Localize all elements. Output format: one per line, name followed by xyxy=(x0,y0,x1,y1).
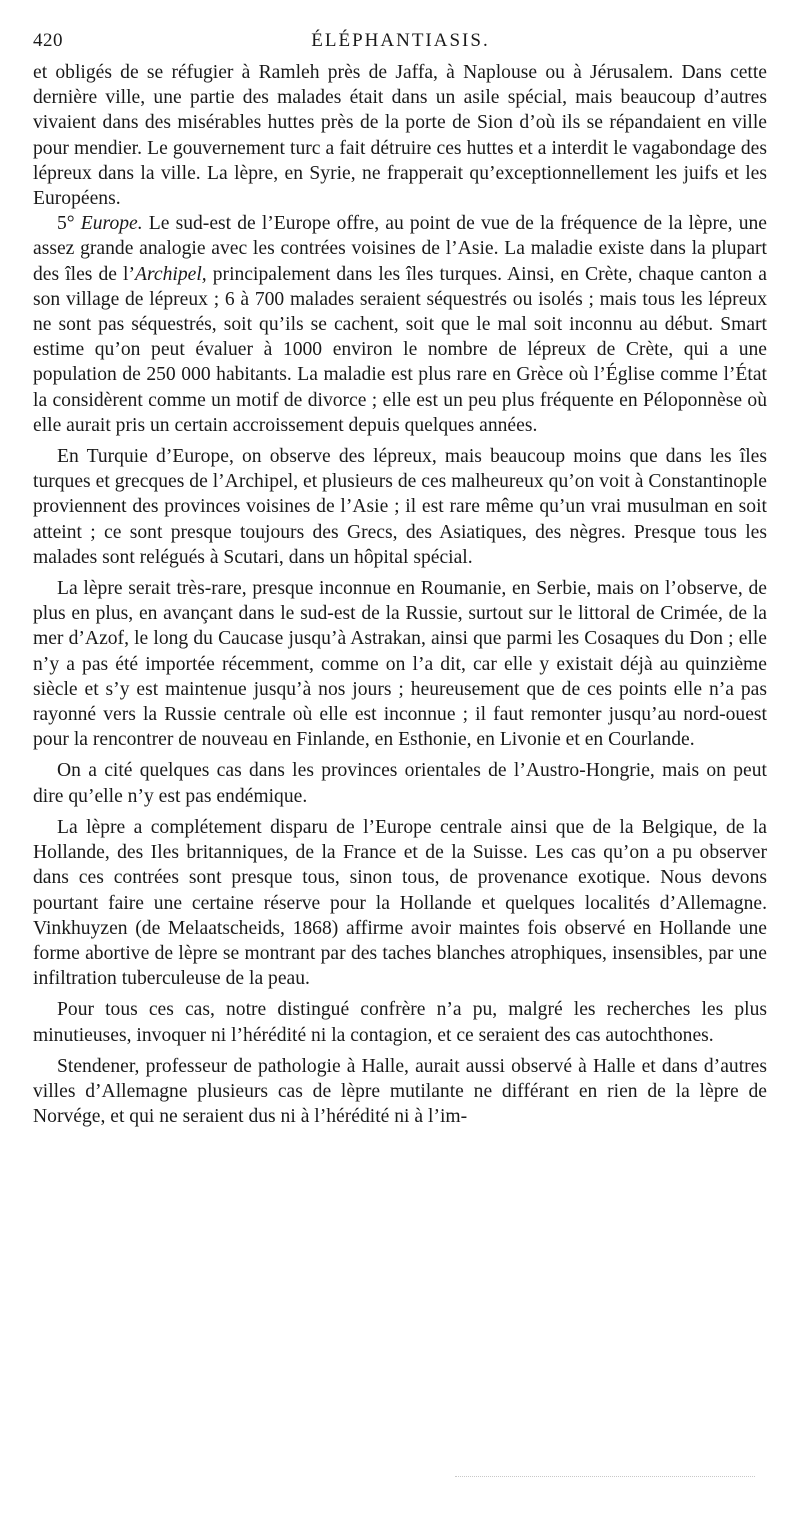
paragraph-austro-hungary: On a cité quelques cas dans les provinces orientales de l’Austro-Hongrie, mais on peut dire qu’elle n’y est pas endémique. xyxy=(33,760,767,807)
paragraph-turkey: En Turquie d’Europe, on observe des lépreux, mais beaucoup moins que dans les îles turques et grecques de l’Archipel, et plusieurs de ces malheureux qu’on voit à Constantinople proviennent des provinces voisines de l’Asie ; il est rare même qu’un vrai musulman en soit atteint ; ce sont presque toujours des Grecs, des Asiatiques, des nègres. Presque tous les malades sont relégués à Scutari, dans un hôpital spécial. xyxy=(33,446,767,568)
section-number: 5° xyxy=(57,213,81,235)
paragraph-russia: La lèpre serait très-rare, presque inconnue en Roumanie, en Serbie, mais on l’observe, de plus en plus, en avançant dans le sud-est de la Russie, surtout sur le littoral de Crimée, de la mer d’Azof, le long du Caucase jusqu’à Astrakan, ainsi que parmi les Cosaques du Don ; elle n’y a pas été importée récemment, comme on l’a dit, car elle y existait déjà au quinzième siècle et s’y est maintenue jusqu’à nos jours ; heureusement que de ces points elle n’a pas rayonné vers la Russie centrale où elle est inconnue ; il faut remonter jusqu’au nord-ouest pour la rencontrer de nouveau en Finlande, en Esthonie, en Livonie et en Courlande. xyxy=(33,578,767,751)
paragraph-syria-end: et obligés de se réfugier à Ramleh près de Jaffa, à Naplouse ou à Jérusalem. Dans cette dernière ville, une partie des malades était dans un asile spécial, mais beaucoup d’autres vivaient dans des misérables huttes près de la porte de Sion d’où ils se répandaient en ville pour mendier. Le gouvernement turc a fait détruire ces huttes et a interdit le vagabondage des lépreux dans la ville. La lèpre, en Syrie, ne frapperait qu’exceptionnellement les juifs et les Européens. xyxy=(33,62,767,210)
paragraph-autochthones: Pour tous ces cas, notre distingué confrère n’a pu, malgré les recherches les plus minutieuses, invoquer ni l’hérédité ni la contagion, et ce seraient des cas autochthones. xyxy=(33,999,767,1046)
running-title: ÉLÉPHANTIASIS. xyxy=(311,30,490,51)
archipel-italic: Archipel, xyxy=(135,263,207,285)
page-bottom-mark xyxy=(455,1472,755,1477)
page-number: 420 xyxy=(33,30,63,51)
paragraph-central-europe: La lèpre a complétement disparu de l’Europe centrale ainsi que de la Belgique, de la Hollande, des Iles britanniques, de la France et de la Suisse. Les cas qu’on a pu observer dans ces contrées sont presque tous, sinon tous, de provenance exotique. Nous devons pourtant faire une certaine réserve pour la Hollande et quelques localités d’Allemagne. Vinkhuyzen (de Melaatscheids, 1868) affirme avoir maintes fois observé en Hollande une forme abortive de lèpre se montrant par des taches blanches atrophiques, insensibles, par une infiltration tuberculeuse de la peau. xyxy=(33,816,767,990)
paragraph-europe-text-b: principalement dans les îles turques. Ainsi, en Crète, chaque canton a son village de lépreux ; 6 à 700 malades seraient séquestrés ou isolés ; mais tous les lépreux ne sont pas séquestrés, soit qu’ils se cachent, soit que le mal soit inconnu au début. Smart estime qu’on peut évaluer à 1000 environ le nombre de lépreux de Crète, qui a une population de 250 000 habitants. La maladie est plus rare en Grèce où l’Église comme l’État la considèrent comme un motif de divorce ; elle est un peu plus fréquente en Péloponnèse où elle aurait pris un certain accroissement depuis quelques années. xyxy=(33,263,767,436)
section-title: Europe. xyxy=(80,213,143,235)
paragraph-europe-text-a: Le sud-est de l’Europe offre, au point de vue de la fréquence de la lèpre, une assez grande analogie avec les contrées voisines de l’Asie. La maladie existe dans la plupart des îles de l’ xyxy=(33,213,768,285)
body-text xyxy=(33,60,767,1129)
page-header xyxy=(33,30,768,60)
paragraph-stendener: Stendener, professeur de pathologie à Halle, aurait aussi observé à Halle et dans d’autres villes d’Allemagne plusieurs cas de lèpre mutilante ne différant en rien de la lèpre de Norvége, et qui ne seraient dus ni à l’hérédité ni à l’im- xyxy=(33,1055,767,1128)
paragraph-europe-intro xyxy=(33,211,767,438)
